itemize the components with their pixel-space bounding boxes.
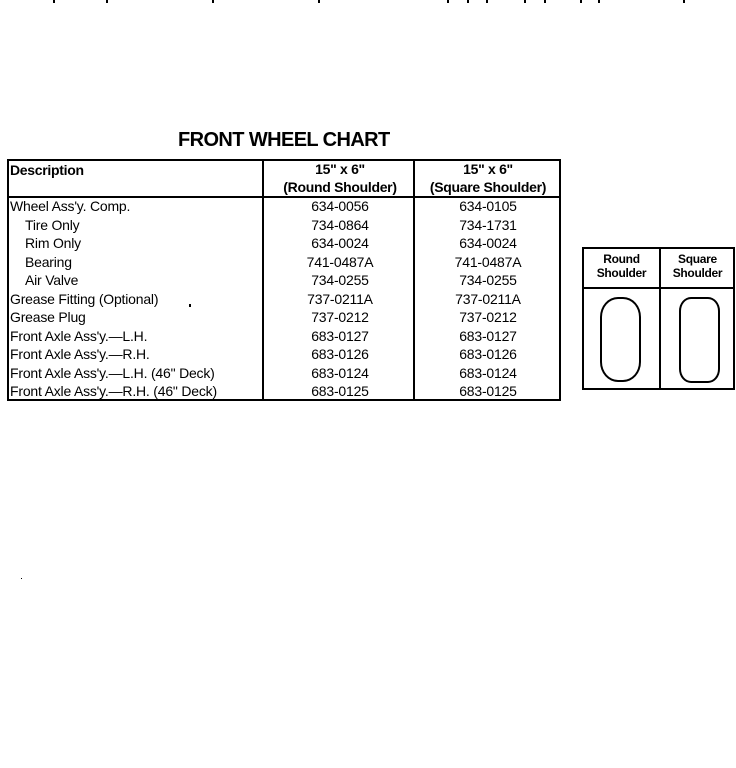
square-shoulder-label bbox=[660, 252, 735, 280]
table-row bbox=[9, 308, 559, 327]
row-round-part: 634-0024 bbox=[311, 235, 369, 251]
table-row bbox=[9, 345, 559, 364]
round-shoulder-tire-icon bbox=[600, 297, 641, 382]
row-description: Front Axle Ass'y.—R.H. bbox=[10, 346, 150, 362]
edge-mark bbox=[486, 0, 488, 3]
row-description: Grease Plug bbox=[10, 309, 86, 325]
row-description: Tire Only bbox=[25, 216, 80, 233]
row-description: Rim Only bbox=[25, 235, 81, 251]
table-row bbox=[9, 216, 559, 235]
table-row bbox=[9, 271, 559, 290]
table-row bbox=[9, 197, 559, 216]
row-round-part: 634-0056 bbox=[311, 198, 369, 214]
header-square-shoulder bbox=[415, 160, 561, 196]
row-description: Bearing bbox=[25, 253, 72, 270]
edge-mark bbox=[212, 0, 214, 3]
row-round-part: 683-0124 bbox=[311, 364, 369, 381]
edge-mark bbox=[467, 0, 469, 3]
row-round-part: 683-0126 bbox=[311, 346, 369, 362]
round-label-line2: Shoulder bbox=[596, 266, 647, 280]
row-round-part: 683-0125 bbox=[311, 383, 369, 399]
front-wheel-parts-table bbox=[7, 159, 561, 401]
table-row bbox=[9, 234, 559, 253]
row-square-part: 634-0105 bbox=[459, 198, 517, 214]
row-square-part: 734-1731 bbox=[459, 216, 517, 233]
scan-speck bbox=[21, 578, 22, 579]
table-row bbox=[9, 327, 559, 346]
row-round-part: 683-0127 bbox=[311, 327, 369, 344]
row-description: Front Axle Ass'y.—L.H. bbox=[10, 327, 148, 344]
row-description: Wheel Ass'y. Comp. bbox=[10, 198, 131, 214]
row-round-part: 734-0255 bbox=[311, 272, 369, 288]
row-round-part: 741-0487A bbox=[306, 253, 374, 270]
row-square-part: 737-0212 bbox=[459, 309, 517, 325]
row-round-part: 734-0864 bbox=[311, 216, 369, 233]
row-square-part: 734-0255 bbox=[459, 272, 517, 288]
row-description: Front Axle Ass'y.—L.H. (46" Deck) bbox=[10, 364, 215, 381]
row-square-part: 741-0487A bbox=[454, 253, 522, 270]
diagram-header-divider bbox=[584, 287, 733, 289]
edge-mark bbox=[106, 0, 108, 3]
round-label-line1: Round bbox=[603, 252, 640, 266]
edge-mark bbox=[447, 0, 449, 3]
header-description: Description bbox=[10, 162, 84, 178]
square-shoulder-tire-icon bbox=[679, 297, 720, 383]
edge-mark bbox=[524, 0, 526, 3]
edge-mark bbox=[544, 0, 546, 3]
row-square-part: 683-0124 bbox=[459, 364, 517, 381]
shoulder-shape-diagram bbox=[582, 247, 735, 390]
round-shoulder-label bbox=[584, 252, 659, 280]
edge-mark bbox=[318, 0, 320, 3]
edge-mark bbox=[53, 0, 55, 3]
row-description: Grease Fitting (Optional) bbox=[10, 290, 159, 307]
row-square-part: 683-0126 bbox=[459, 346, 517, 362]
row-square-part: 634-0024 bbox=[459, 235, 517, 251]
table-row bbox=[9, 290, 559, 309]
edge-mark bbox=[580, 0, 582, 3]
table-row bbox=[9, 364, 559, 383]
row-round-part: 737-0212 bbox=[311, 309, 369, 325]
header-square-size: 15" x 6" bbox=[463, 161, 513, 177]
row-description: Air Valve bbox=[25, 272, 79, 288]
table-row bbox=[9, 253, 559, 272]
table-row bbox=[9, 382, 559, 401]
scan-speck bbox=[189, 304, 191, 307]
row-square-part: 683-0127 bbox=[459, 327, 517, 344]
header-round-shoulder bbox=[265, 160, 415, 196]
square-label-line1: Square bbox=[678, 252, 717, 266]
square-label-line2: Shoulder bbox=[672, 266, 723, 280]
edge-mark bbox=[598, 0, 600, 3]
chart-title: FRONT WHEEL CHART bbox=[178, 129, 390, 151]
row-round-part: 737-0211A bbox=[307, 290, 373, 307]
header-square-type: (Square Shoulder) bbox=[429, 179, 547, 195]
row-square-part: 737-0211A bbox=[455, 290, 521, 307]
header-round-size: 15" x 6" bbox=[315, 161, 365, 177]
edge-mark bbox=[683, 0, 685, 3]
row-square-part: 683-0125 bbox=[459, 383, 517, 399]
header-round-type: (Round Shoulder) bbox=[283, 179, 397, 195]
row-description: Front Axle Ass'y.—R.H. (46" Deck) bbox=[10, 383, 217, 399]
